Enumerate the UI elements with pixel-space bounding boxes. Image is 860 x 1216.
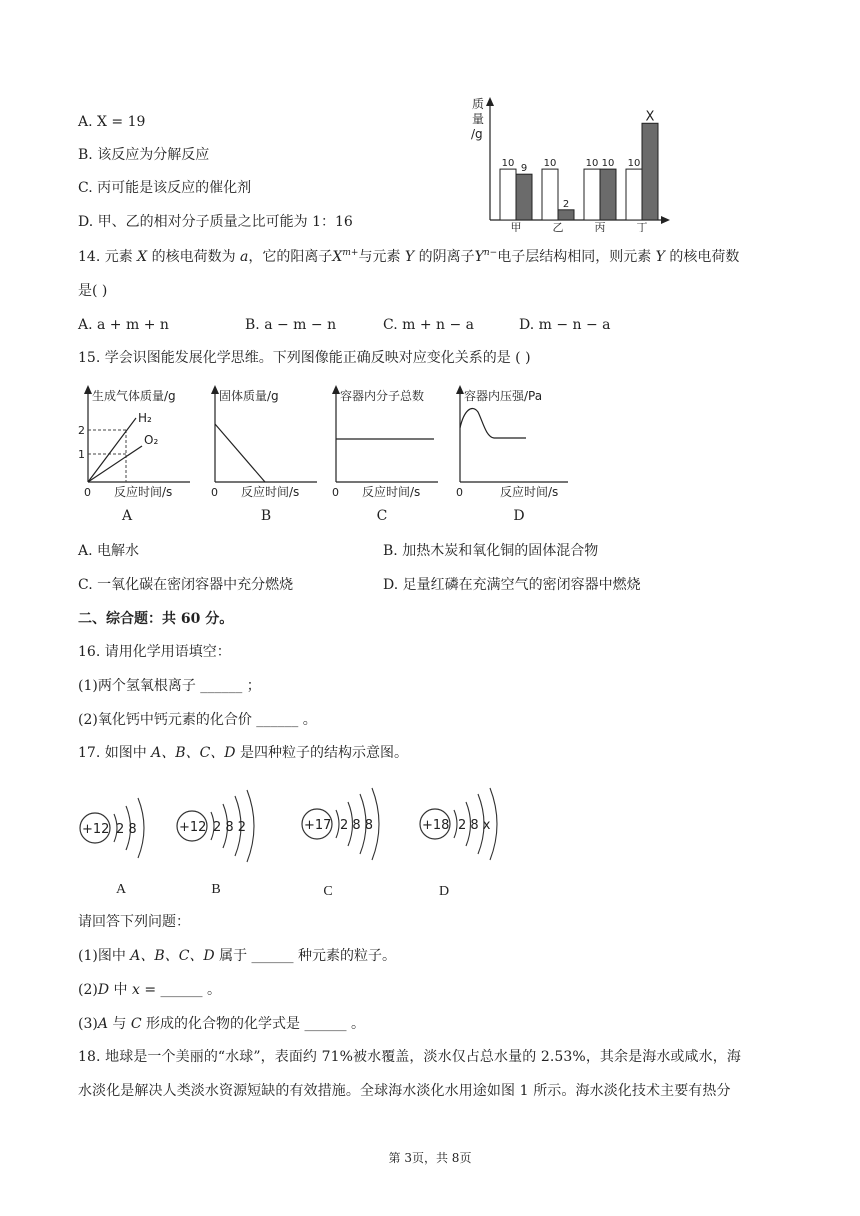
graph-a-ylabel: 生成气体质量/g: [92, 389, 176, 403]
graph-a-o2-label: O₂: [144, 433, 159, 447]
graph-d-ylabel: 容器内压强/Pa: [464, 389, 543, 403]
graph-b-tag: B: [260, 508, 272, 524]
bar-after-2: [558, 210, 574, 220]
graph-d-xlabel: 反应时间/s: [500, 485, 559, 499]
q13-option-d: D. 甲、乙的相对分子质量之比可能为 1：16: [78, 214, 353, 230]
bar-label-after-3: 10: [601, 158, 615, 170]
q15-stem: 15. 学会识图能发展化学思维。下列图像能正确反映对应变化关系的是 ( ): [78, 350, 531, 366]
chart-ylabel-3: /g: [471, 127, 483, 141]
q15-option-d: D. 足量红磷在充满空气的密闭容器中燃烧: [383, 577, 641, 593]
graph-a: [78, 382, 198, 502]
q13-option-c: C. 丙可能是该反应的催化剂: [78, 180, 252, 196]
atom-a-nucleus: +12: [82, 822, 110, 837]
bar-label-before-3: 10: [585, 158, 599, 170]
graph-d: [450, 382, 580, 502]
graph-a-tag: A: [121, 508, 133, 524]
bar-label-after-2: 2: [562, 198, 570, 210]
graph-a-xlabel: 反应时间/s: [114, 485, 173, 499]
chart-y-arrow: [486, 97, 494, 106]
graph-b-ylabel: 固体质量/g: [219, 389, 279, 403]
graph-a-h2-line: [88, 418, 136, 482]
chart-x-arrow: [661, 216, 670, 224]
q14-option-b: B. a − m − n: [245, 317, 337, 333]
graph-c: [326, 382, 446, 502]
chart-category-2: 乙: [552, 221, 564, 232]
bar-before-2: [542, 169, 558, 220]
atom-a-shells: 2 8: [116, 822, 137, 837]
q15-option-c: C. 一氧化碳在密闭容器中充分燃烧: [78, 577, 294, 593]
graph-c-xlabel: 反应时间/s: [362, 485, 421, 499]
atom-d: [418, 784, 518, 868]
q16-stem: 16. 请用化学用语填空：: [78, 644, 231, 660]
atom-d-shells: 2 8 x: [458, 818, 491, 833]
graph-c-tag: C: [376, 508, 388, 524]
bar-after-3: [600, 169, 616, 220]
graph-a-h2-label: H₂: [138, 411, 152, 425]
graph-a-tick-1: 1: [78, 448, 85, 461]
q18-line1: 18. 地球是一个美丽的“水球”，表面约 71%被水覆盖，淡水仅占总水量的 2.53%，其余是海水或咸水，海: [78, 1049, 741, 1065]
bar-label-before-4: 10: [627, 158, 641, 170]
atom-c-nucleus: +17: [304, 818, 332, 833]
q13-option-b: B. 该反应为分解反应: [78, 147, 210, 163]
graph-b-xlabel: 反应时间/s: [241, 485, 300, 499]
graph-d-curve: [460, 409, 526, 438]
q17-stem: 17. 如图中 A、B、C、D 是四种粒子的结构示意图。: [78, 745, 408, 761]
chart-category-3: 丙: [594, 221, 606, 232]
graph-d-tag: D: [513, 508, 525, 524]
graph-d-origin: 0: [456, 486, 463, 499]
graph-c-origin: 0: [332, 486, 339, 499]
chart-ylabel-2: 量: [472, 112, 485, 126]
q14-line1: 14. 元素 X 的核电荷数为 a，它的阳离子$X^{m+}$与元素 Y 的阴离子$Y^{n-}$电子层结构相同，则元素 Y 的核电荷数: [78, 248, 740, 265]
page-footer: 第 3页，共 8页: [388, 1151, 472, 1165]
atom-d-tag: D: [438, 884, 450, 899]
graph-b-origin: 0: [211, 486, 218, 499]
q14-line2: 是( ): [78, 283, 108, 299]
atom-c-tag: C: [323, 884, 333, 899]
graph-a-tick-2: 2: [78, 424, 85, 437]
q17-ask: 请回答下列问题：: [78, 914, 190, 930]
q13-option-a: A. X = 19: [78, 114, 146, 130]
q16-part-2: (2)氧化钙中钙元素的化合价 ______ 。: [78, 712, 317, 728]
atom-b: [175, 786, 275, 866]
section-2-heading: 二、综合题：共 60 分。: [78, 611, 234, 627]
atom-a: [78, 788, 168, 868]
bar-label-after-1: 9: [520, 163, 528, 175]
q14-option-d: D. m − n − a: [519, 317, 611, 333]
graph-a-o2-line: [88, 446, 142, 482]
atom-b-tag: B: [211, 882, 221, 897]
bar-after-1: [516, 174, 532, 220]
q15-option-b: B. 加热木炭和氧化铜的固体混合物: [383, 543, 599, 559]
graph-a-origin: 0: [84, 486, 91, 499]
q15-option-a: A. 电解水: [78, 543, 140, 559]
q17-part-3: (3)A 与 C 形成的化合物的化学式是 ______ 。: [78, 1016, 365, 1032]
graph-c-ylabel: 容器内分子总数: [340, 389, 425, 403]
bar-before-1: [500, 169, 516, 220]
atom-c-shells: 2 8 8: [340, 818, 374, 833]
atom-c: [300, 784, 400, 868]
mass-bar-chart: [460, 92, 680, 232]
atom-a-tag: A: [115, 882, 127, 897]
atom-b-shells: 2 8 2: [213, 820, 247, 835]
chart-category-4: 丁: [636, 221, 648, 232]
graph-b: [205, 382, 325, 502]
bar-before-4: [626, 169, 642, 220]
bar-before-3: [584, 169, 600, 220]
q17-part-2: (2)D 中 x = ______ 。: [78, 982, 221, 998]
chart-category-1: 甲: [510, 221, 522, 232]
q18-line2: 水淡化是解决人类淡水资源短缺的有效措施。全球海水淡化水用途如图 1 所示。海水淡化技术主要有热分: [78, 1083, 731, 1099]
atom-b-nucleus: +12: [179, 820, 207, 835]
atom-d-nucleus: +18: [422, 818, 450, 833]
bar-label-after-4: X: [645, 109, 655, 125]
q14-option-a: A. a + m + n: [78, 317, 169, 333]
graph-b-line: [215, 424, 265, 482]
q17-part-1: (1)图中 A、B、C、D 属于 ______ 种元素的粒子。: [78, 948, 396, 964]
bar-label-before-2: 10: [543, 158, 557, 170]
bar-after-4: [642, 123, 658, 220]
q14-option-c: C. m + n − a: [383, 317, 475, 333]
bar-label-before-1: 10: [501, 158, 515, 170]
q16-part-1: (1)两个氢氧根离子 ______ ；: [78, 678, 261, 694]
chart-ylabel-1: 质: [472, 97, 485, 111]
